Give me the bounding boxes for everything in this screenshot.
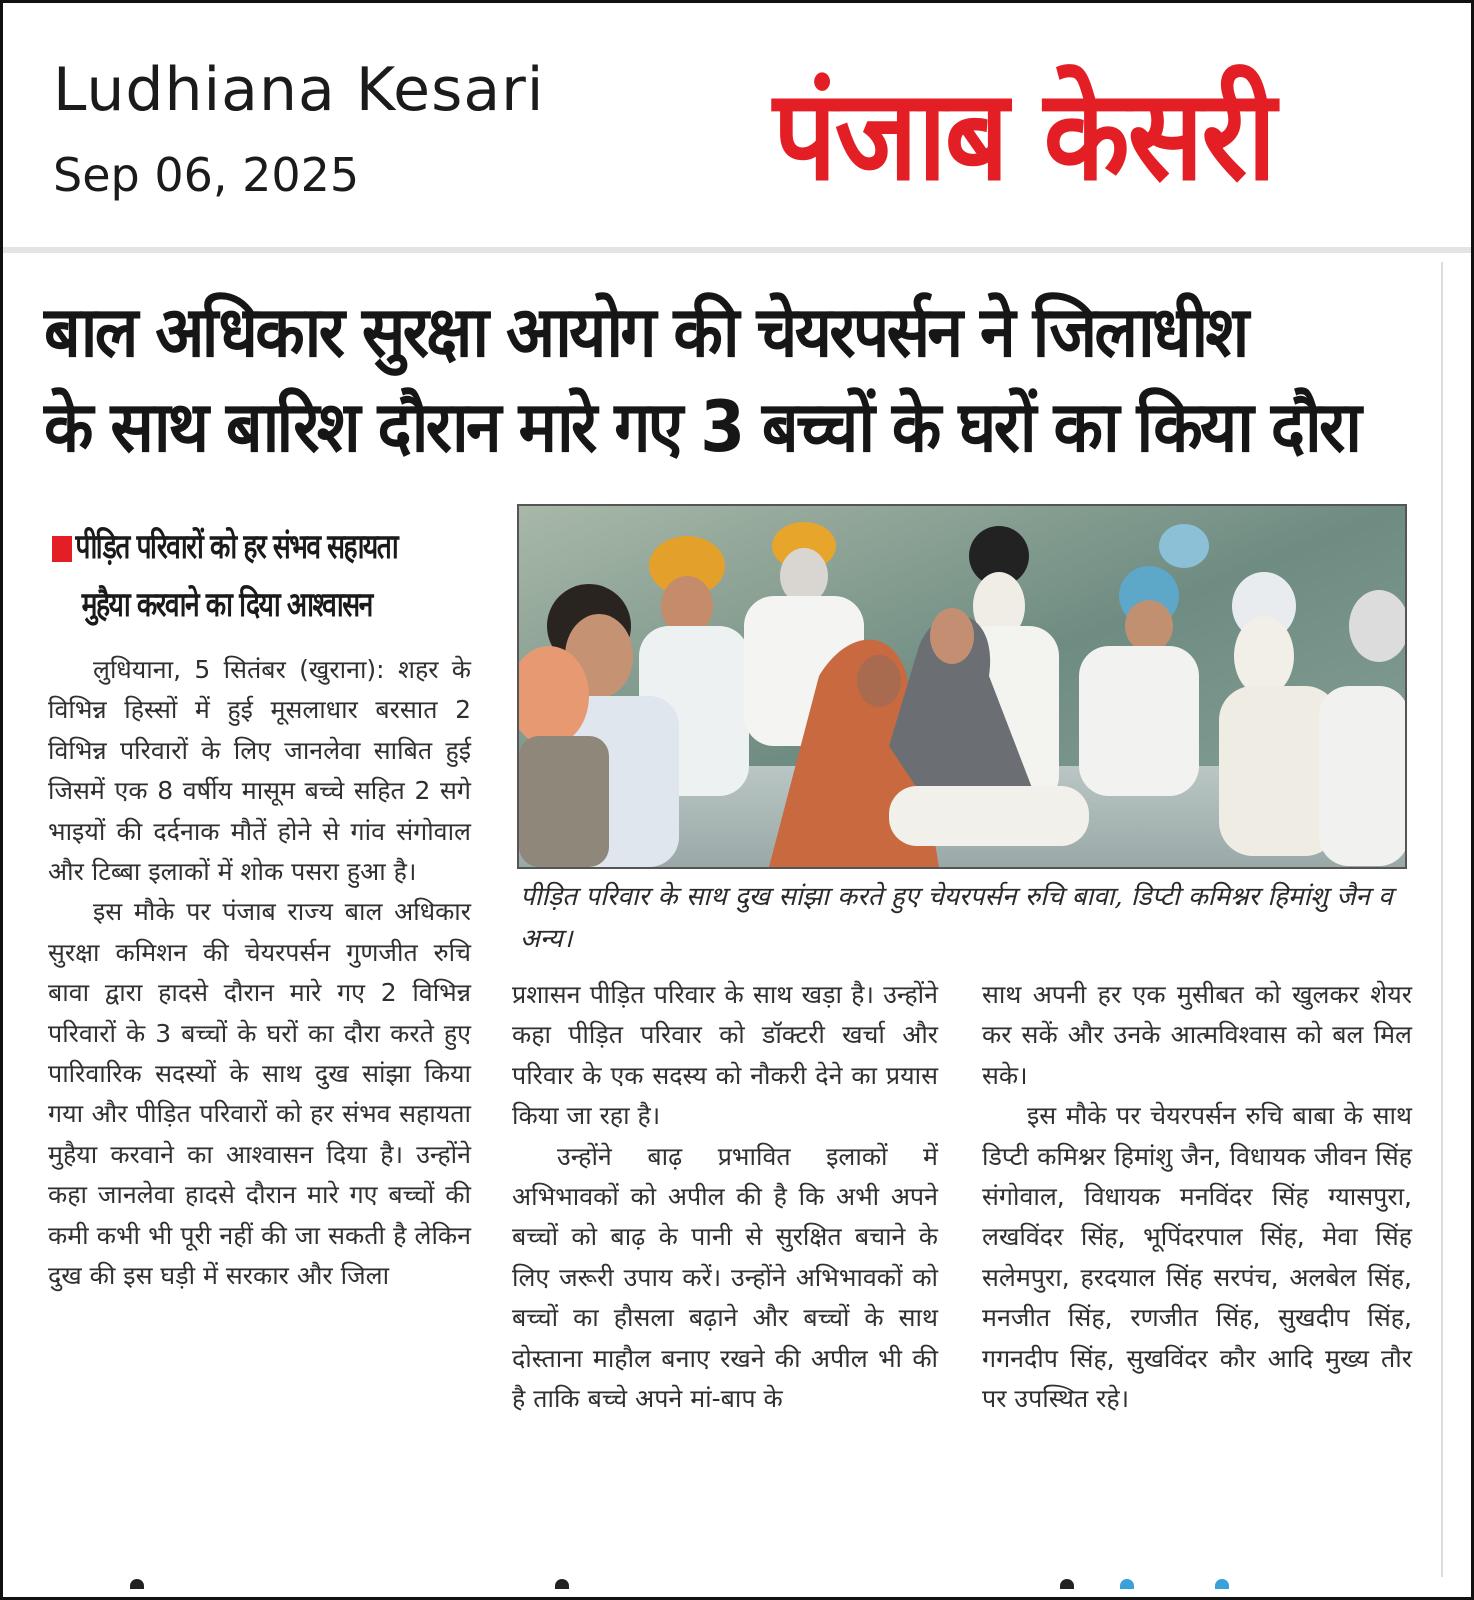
article-paragraph: साथ अपनी हर एक मुसीबत को खुलकर शेयर कर सकें और उनके आत्मविश्वास को बल मिल सके।	[982, 980, 1412, 1090]
article-photo	[517, 504, 1407, 869]
article-column-3	[982, 975, 1412, 1419]
text-fragment	[1060, 1579, 1074, 1589]
headline-line: के साथ बारिश दौरान मारे गए 3 बच्चों के घरों का किया दौरा	[44, 386, 1360, 468]
article-paragraph: प्रशासन पीड़ित परिवार के साथ खड़ा है। उन्होंने कहा पीड़ित परिवार को डॉक्टरी खर्चा और परिवार के एक सदस्य को नौकरी देने का प्रयास किया जा रहा है।	[512, 980, 938, 1131]
article-headline	[44, 285, 1434, 475]
cut-off-text-fragments	[0, 1575, 1474, 1595]
header-divider	[3, 247, 1471, 253]
text-fragment	[1215, 1579, 1229, 1589]
edition-name: Ludhiana Kesari	[53, 55, 545, 125]
text-fragment	[130, 1579, 144, 1589]
subheadline-line: पीड़ित परिवारों को हर संभव सहायता	[75, 527, 398, 567]
photo-caption: पीड़ित परिवार के साथ दुख सांझा करते हुए चेयरपर्सन रुचि बावा, डिप्टी कमिश्नर हिमांशु जैन व अन्य।	[520, 882, 1393, 954]
publication-date: Sep 06, 2025	[53, 148, 360, 202]
article-subheadline	[52, 518, 472, 634]
newspaper-logo: पंजाब केसरी	[773, 62, 1275, 209]
article-paragraph: इस मौके पर पंजाब राज्य बाल अधिकार सुरक्षा कमिशन की चेयरपर्सन गुणजीत रुचि बावा द्वारा हादसे दौरान मारे गए 2 विभिन्न परिवारों के 3 बच्चों के घरों का दौरा करते हुए पारिवारिक सदस्यों के साथ दुख सांझा किया गया और पीड़ित परिवारों को हर संभव सहायता मुहैया करवाने का आश्वासन दिया है। उन्होंने कहा जानलेवा हादसे दौरान मारे गए बच्चों की कमी कभी भी पूरी नहीं की जा सकती है लेकिन दुख की इस घड़ी में सरकार और जिला	[48, 897, 471, 1291]
headline-line: बाल अधिकार सुरक्षा आयोग की चेयरपर्सन ने जिलाधीश	[44, 291, 1247, 373]
text-fragment	[1120, 1579, 1134, 1589]
clipping-header	[3, 3, 1471, 249]
photo-illustration	[519, 506, 1405, 867]
article-column-2	[512, 975, 938, 1419]
article-paragraph: लुधियाना, 5 सितंबर (खुराना): शहर के विभिन्न हिस्सों में हुई मूसलाधार बरसात 2 विभिन्न परिवारों के लिए जानलेवा साबित हुई जिसमें एक 8 वर्षीय मासूम बच्चे सहित 2 सगे भाइयों की दर्दनाक मौतें होने से गांव संगोवाल और टिब्बा इलाकों में शोक पसरा हुआ है।	[48, 655, 471, 887]
article-paragraph: इस मौके पर चेयरपर्सन रुचि बाबा के साथ डिप्टी कमिश्नर हिमांशु जैन, विधायक जीवन सिंह संगोवाल, विधायक मनविंदर सिंह ग्यासपुरा, लखविंदर सिंह, भूपिंदरपाल सिंह, मेवा सिंह सलेमपुरा, हरदयाल सिंह सरपंच, अलबेल सिंह, मनजीत सिंह, रणजीत सिंह, सुखदीप सिंह, गगनदीप सिंह, सुखविंदर कौर आदि मुख्य तौर पर उपस्थित रहे।	[982, 1101, 1412, 1414]
article-column-1	[48, 650, 471, 1297]
text-fragment	[555, 1579, 569, 1589]
clipping-edge-line	[1441, 262, 1443, 1577]
subheadline-line: मुहैया करवाने का दिया आश्वासन	[81, 585, 372, 625]
article-paragraph: उन्होंने बाढ़ प्रभावित इलाकों में अभिभावकों को अपील की है कि अभी अपने बच्चों को बाढ़ के पानी से सुरक्षित बचाने के लिए जरूरी उपाय करें। उन्होंने अभिभावकों को बच्चों का हौसला बढ़ाने और बच्चों के साथ दोस्ताना माहौल बनाए रखने की अपील भी की है ताकि बच्चे अपने मां-बाप के	[512, 1141, 938, 1414]
